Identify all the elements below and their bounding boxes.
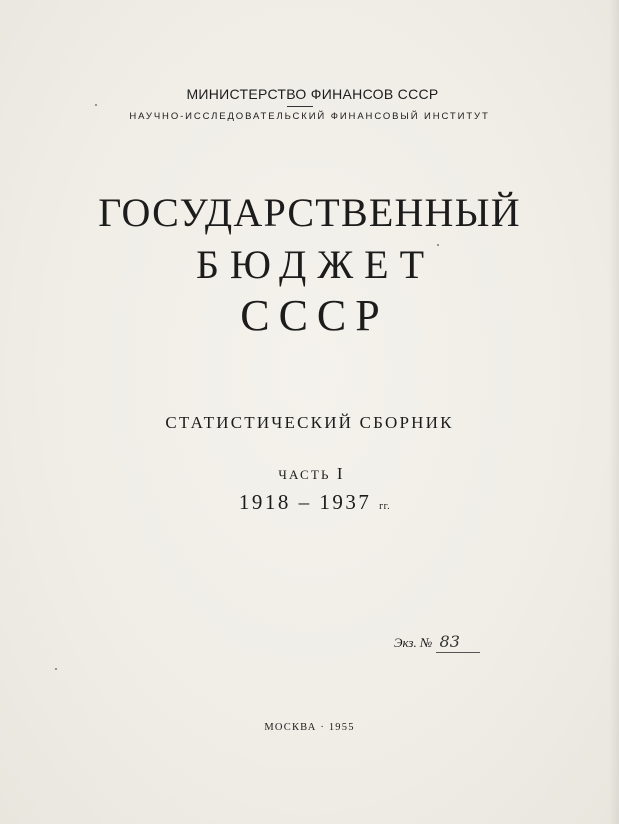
year-range-value: 1918 – 1937 bbox=[238, 490, 372, 514]
copy-number-handwritten: 83 bbox=[436, 632, 480, 653]
title-line-1: ГОСУДАРСТВЕННЫЙ bbox=[98, 190, 521, 235]
institute-name: НАУЧНО-ИССЛЕДОВАТЕЛЬСКИЙ ФИНАНСОВЫЙ ИНСТИТУТ bbox=[129, 111, 490, 122]
copy-label: Экз. № bbox=[394, 635, 433, 650]
header-divider bbox=[287, 106, 313, 107]
paper-speck bbox=[437, 244, 439, 246]
paper-speck bbox=[55, 668, 57, 670]
ministry-name: МИНИСТЕРСТВО ФИНАНСОВ СССР bbox=[186, 86, 439, 102]
paper-speck bbox=[95, 104, 97, 106]
year-range bbox=[5, 490, 619, 515]
part-heading bbox=[2, 464, 619, 484]
copy-number-stamp bbox=[394, 632, 480, 653]
title-line-2: БЮДЖЕТ bbox=[195, 242, 436, 287]
imprint: МОСКВА · 1955 bbox=[264, 722, 355, 733]
title-line-3: СССР bbox=[240, 291, 389, 340]
page-edge-shadow bbox=[609, 0, 619, 824]
year-suffix: гг. bbox=[379, 501, 391, 512]
part-number: I bbox=[336, 464, 345, 483]
part-label: ЧАСТЬ bbox=[278, 467, 331, 482]
subtitle: СТАТИСТИЧЕСКИЙ СБОРНИК bbox=[165, 413, 454, 432]
